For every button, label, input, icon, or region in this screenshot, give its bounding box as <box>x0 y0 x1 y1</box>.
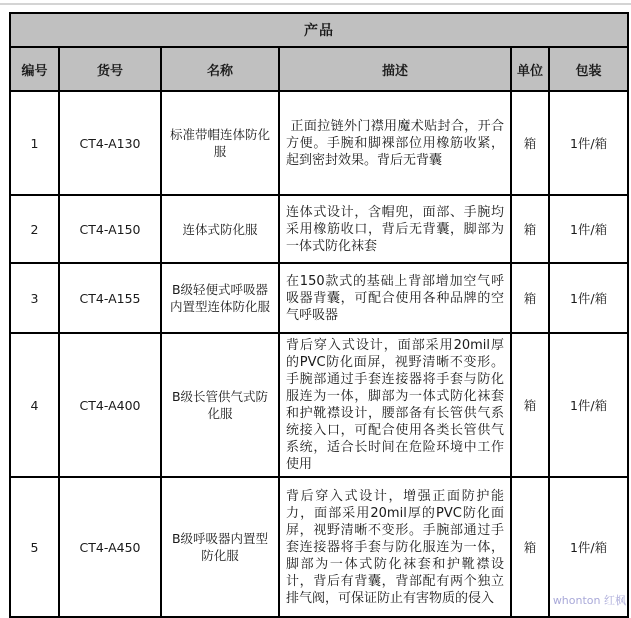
cell-pack: 1件/箱 <box>549 333 628 477</box>
watermark: whonton 红枫 <box>552 594 626 607</box>
cell-pack: 1件/箱 <box>549 263 628 333</box>
cell-pack: 1件/箱 <box>549 195 628 263</box>
cell-no: 3 <box>10 263 59 333</box>
cell-no: 4 <box>10 333 59 477</box>
cell-desc: 在150款式的基础上背部增加空气呼吸器背囊，可配合使用各种品牌的空气呼吸器 <box>279 263 511 333</box>
cell-unit: 箱 <box>511 195 549 263</box>
table-title: 产品 <box>10 13 628 47</box>
cell-no: 1 <box>10 91 59 195</box>
cell-pack: 1件/箱 <box>549 477 628 617</box>
cell-unit: 箱 <box>511 477 549 617</box>
column-header-pack: 包装 <box>549 47 628 91</box>
cell-pack: 1件/箱 <box>549 91 628 195</box>
table-title-row <box>10 13 628 47</box>
cell-sku: CT4-A450 <box>59 477 161 617</box>
cell-name: B级长管供气式防化服 <box>161 333 279 477</box>
cell-unit: 箱 <box>511 263 549 333</box>
table-header-row <box>10 47 628 91</box>
table-row <box>10 477 628 617</box>
cell-unit: 箱 <box>511 333 549 477</box>
column-header-unit: 单位 <box>511 47 549 91</box>
table-row <box>10 333 628 477</box>
table-row <box>10 263 628 333</box>
column-header-no: 编号 <box>10 47 59 91</box>
cell-name: 连体式防化服 <box>161 195 279 263</box>
cell-sku: CT4-A150 <box>59 195 161 263</box>
cell-sku: CT4-A130 <box>59 91 161 195</box>
cell-name: B级轻便式呼吸器内置型连体防化服 <box>161 263 279 333</box>
column-header-desc: 描述 <box>279 47 511 91</box>
product-table <box>9 12 629 618</box>
table-row <box>10 91 628 195</box>
cell-no: 2 <box>10 195 59 263</box>
cell-desc: 正面拉链外门襟用魔术贴封合，开合方便。手腕和脚裸部位用橡筋收紧，起到密封效果。背后无背囊 <box>279 91 511 195</box>
column-header-name: 名称 <box>161 47 279 91</box>
page-top-divider <box>0 3 631 5</box>
cell-name: 标准带帽连体防化服 <box>161 91 279 195</box>
cell-desc: 背后穿入式设计，面部采用20mil厚的PVC防化面屏，视野清晰不变形。手腕部通过手套连接器将手套与防化服连为一体，脚部为一体式防化袜套和护靴襟设计，腰部备有长管供气系统接入口，可配合使用各类长管供气系统，适合长时间在危险环境中工作使用 <box>279 333 511 477</box>
column-header-sku: 货号 <box>59 47 161 91</box>
cell-sku: CT4-A400 <box>59 333 161 477</box>
cell-desc: 连体式设计，含帽兜，面部、手腕均采用橡筋收口，背后无背囊，脚部为一体式防化袜套 <box>279 195 511 263</box>
cell-desc: 背后穿入式设计，增强正面防护能力，面部采用20mil厚的PVC防化面屏，视野清晰不变形。手腕部通过手套连接器将手套与防化服连为一体，脚部为一体式防化袜套和护靴襟设计，背后有背囊，背部配有两个独立排气阀，可保证防止有害物质的侵入 <box>279 477 511 617</box>
cell-sku: CT4-A155 <box>59 263 161 333</box>
cell-no: 5 <box>10 477 59 617</box>
table-row <box>10 195 628 263</box>
cell-unit: 箱 <box>511 91 549 195</box>
cell-name: B级呼吸器内置型防化服 <box>161 477 279 617</box>
